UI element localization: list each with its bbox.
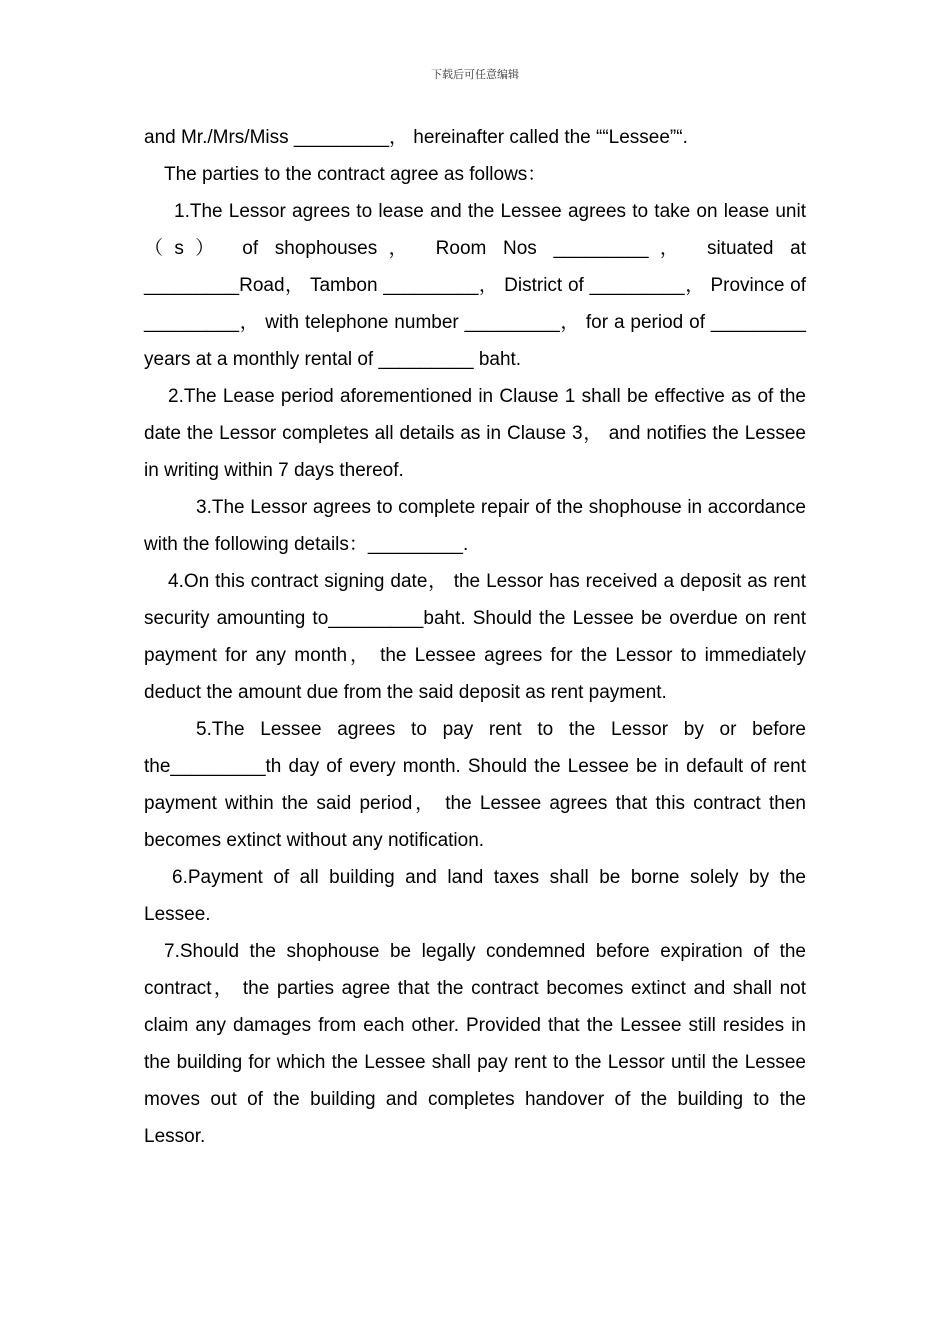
- clause-2-lease-period: 2.The Lease period aforementioned in Clause 1 shall be effective as of the date the Lessor completes all details as in Clause 3， and notifies the Lessee in writing within 7 days thereof.: [144, 386, 806, 481]
- clause-3-repair: 3.The Lessor agrees to complete repair of the shophouse in accordance with the following details：_________.: [144, 497, 806, 555]
- clause-5-rent-payment: 5.The Lessee agrees to pay rent to the Lessor by or before the_________th day of every month. Should the Lessee be in default of rent payment within the said period， the Lessee agrees that this contract then becomes extinct without any notification.: [144, 719, 806, 851]
- clause-1-lease-terms: 1.The Lessor agrees to lease and the Lessee agrees to take on lease unit （s） of shophouses， Room Nos _________， situated at _________Road， Tambon _________， District of _________， Province of _________， with telephone number _________， for a period of _________ years at a monthly rental of _________ baht.: [144, 201, 806, 370]
- clause-7-condemnation: 7.Should the shophouse be legally condemned before expiration of the contract， the parties agree that the contract becomes extinct and shall not claim any damages from each other. Provided that the Lessee still resides in the building for which the Lessee shall pay rent to the Lessor until the Lessee moves out of the building and completes handover of the building to the Lessor.: [144, 941, 806, 1147]
- paragraph-lessee-party: and Mr./Mrs/Miss _________， hereinafter called the ““Lessee”“.: [144, 127, 688, 148]
- contract-body: [144, 119, 806, 1155]
- clause-6-taxes: 6.Payment of all building and land taxes shall be borne solely by the Lessee.: [144, 867, 806, 925]
- paragraph-agreement-intro: The parties to the contract agree as follows：: [164, 164, 547, 185]
- page-header-watermark: 下载后可任意编辑: [431, 68, 519, 81]
- clause-4-deposit: 4.On this contract signing date， the Lessor has received a deposit as rent security amounting to_________baht. Should the Lessee be overdue on rent payment for any month， the Lessee agrees for the Lessor to immediately deduct the amount due from the said deposit as rent payment.: [144, 571, 806, 703]
